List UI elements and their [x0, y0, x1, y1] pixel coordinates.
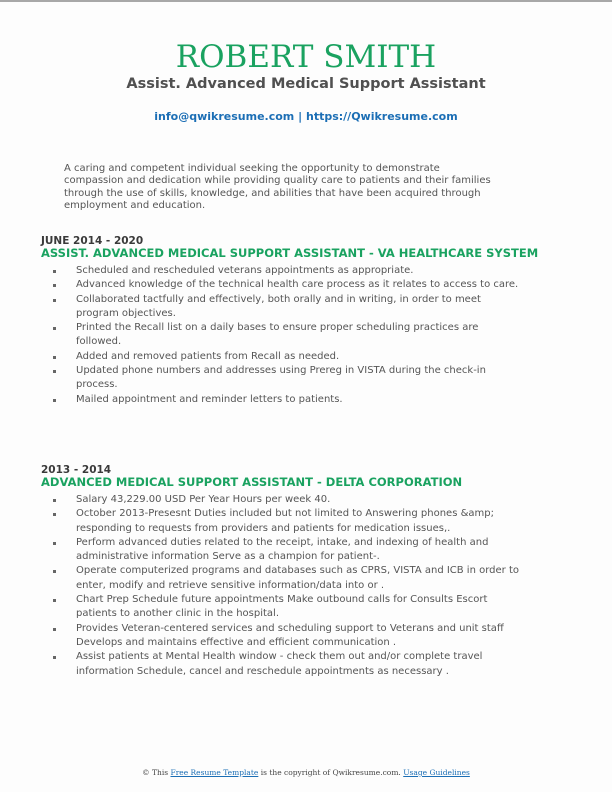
bullet-item: Scheduled and rescheduled veterans appointments as appropriate. [76, 264, 521, 278]
bullet-item: Advanced knowledge of the technical health care process as it relates to access to care. [76, 278, 521, 292]
bullet-item: October 2013-Presesnt Duties included but not limited to Answering phones &amp; responding to requests from providers and patients for medication issues,. [76, 507, 521, 536]
experience-entry [41, 464, 561, 679]
bullet-item: Perform advanced duties related to the receipt, intake, and indexing of health and administrative information Serve as a champion for patient-. [76, 536, 521, 565]
website-link[interactable]: https://Qwikresume.com [305, 110, 458, 123]
contact-separator: | [298, 110, 303, 123]
footer-middle: is the copyright of Qwikresume.com. [260, 768, 401, 777]
candidate-title: Assist. Advanced Medical Support Assistant [126, 76, 486, 92]
job-bullets [41, 264, 521, 407]
bullet-item: Collaborated tactfully and effectively, both orally and in writing, in order to meet program objectives. [76, 293, 521, 322]
bullet-item: Chart Prep Schedule future appointments Make outbound calls for Consults Escort patients to another clinic in the hospital. [76, 593, 521, 622]
bullet-item: Salary 43,229.00 USD Per Year Hours per week 40. [76, 493, 521, 507]
job-title: ASSIST. ADVANCED MEDICAL SUPPORT ASSISTANT - VA HEALTHCARE SYSTEM [41, 246, 539, 260]
job-dates: 2013 - 2014 [41, 464, 112, 476]
copyright-footer [0, 768, 612, 777]
free-resume-template-link[interactable]: Free Resume Template [170, 768, 259, 777]
bullet-item: Added and removed patients from Recall as needed. [76, 350, 521, 364]
bullet-item: Operate computerized programs and databases such as CPRS, VISTA and ICB in order to enter, modify and retrieve sensitive information/data into or . [76, 564, 521, 593]
email-link[interactable]: info@qwikresume.com [154, 110, 295, 123]
bullet-item: Printed the Recall list on a daily bases to ensure proper scheduling practices are followed. [76, 321, 521, 350]
experience-entry [41, 235, 561, 407]
job-dates: JUNE 2014 - 2020 [41, 235, 144, 247]
usage-guidelines-link[interactable]: Usage Guidelines [403, 768, 470, 777]
bullet-item: Updated phone numbers and addresses using Prereg in VISTA during the check-in process. [76, 364, 521, 393]
bullet-item: Assist patients at Mental Health window - check them out and/or complete travel information Schedule, cancel and reschedule appointments as necessary . [76, 650, 521, 679]
resume-header [0, 40, 612, 124]
summary-paragraph: A caring and competent individual seeking the opportunity to demonstrate compassion and dedication while providing quality care to patients and their families through the use of skills, knowledge, and abilities that have been acquired through employment and education. [64, 163, 491, 212]
job-title: ADVANCED MEDICAL SUPPORT ASSISTANT - DELTA CORPORATION [41, 475, 463, 489]
candidate-name: ROBERT SMITH [175, 39, 437, 75]
footer-prefix: © This [142, 768, 169, 777]
top-border [0, 0, 612, 2]
bullet-item: Provides Veteran-centered services and scheduling support to Veterans and unit staff Develops and maintains effective and efficient communication . [76, 622, 521, 651]
job-bullets [41, 493, 521, 679]
contact-line [0, 110, 612, 124]
bullet-item: Mailed appointment and reminder letters to patients. [76, 393, 521, 407]
